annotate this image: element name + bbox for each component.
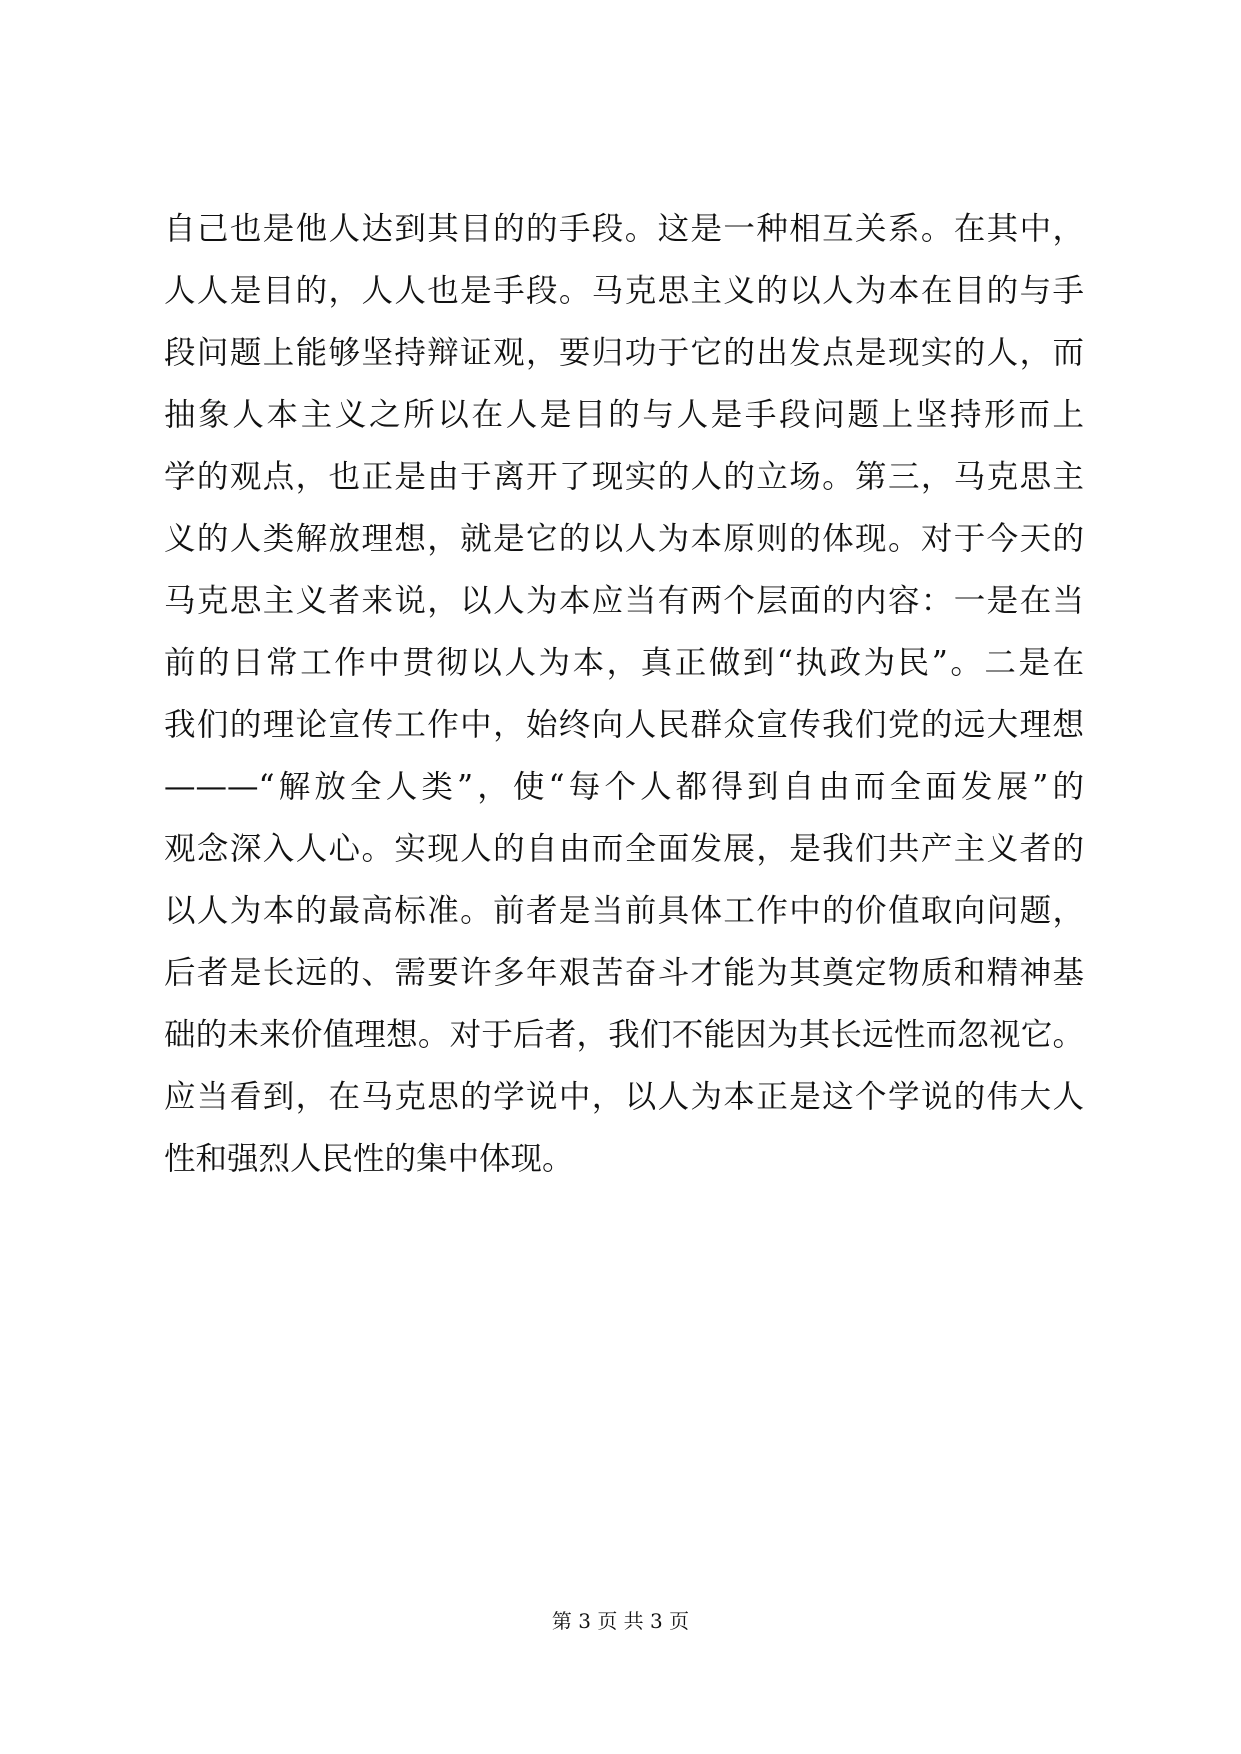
page-number-footer: 第 3 页 共 3 页 bbox=[551, 1609, 690, 1633]
text-line: 学的观点，也正是由于离开了现实的人的立场。第三，马克思主 bbox=[164, 459, 1084, 495]
text-line: 自己也是他人达到其目的的手段。这是一种相互关系。在其中， bbox=[164, 211, 1084, 247]
text-line: ———“解放全人类”，使“每个人都得到自由而全面发展”的 bbox=[164, 769, 1084, 805]
text-line: 以人为本的最高标准。前者是当前具体工作中的价值取向问题， bbox=[164, 893, 1084, 929]
text-line: 性和强烈人民性的集中体现。 bbox=[164, 1141, 574, 1177]
text-line: 应当看到，在马克思的学说中，以人为本正是这个学说的伟大人 bbox=[164, 1079, 1084, 1115]
text-line: 抽象人本主义之所以在人是目的与人是手段问题上坚持形而上 bbox=[164, 397, 1084, 433]
text-line: 后者是长远的、需要许多年艰苦奋斗才能为其奠定物质和精神基 bbox=[164, 955, 1084, 991]
text-line: 观念深入人心。实现人的自由而全面发展，是我们共产主义者的 bbox=[164, 831, 1084, 867]
text-line: 义的人类解放理想，就是它的以人为本原则的体现。对于今天的 bbox=[164, 521, 1084, 557]
text-line: 前的日常工作中贯彻以人为本，真正做到“执政为民”。二是在 bbox=[164, 645, 1084, 681]
text-line: 人人是目的，人人也是手段。马克思主义的以人为本在目的与手 bbox=[164, 273, 1084, 309]
text-line: 马克思主义者来说，以人为本应当有两个层面的内容：一是在当 bbox=[164, 583, 1084, 619]
body-paragraph bbox=[164, 198, 1084, 1190]
text-line: 段问题上能够坚持辩证观，要归功于它的出发点是现实的人，而 bbox=[164, 335, 1084, 371]
text-line: 我们的理论宣传工作中，始终向人民群众宣传我们党的远大理想 bbox=[164, 707, 1084, 743]
text-line: 础的未来价值理想。对于后者，我们不能因为其长远性而忽视它。 bbox=[164, 1017, 1084, 1053]
